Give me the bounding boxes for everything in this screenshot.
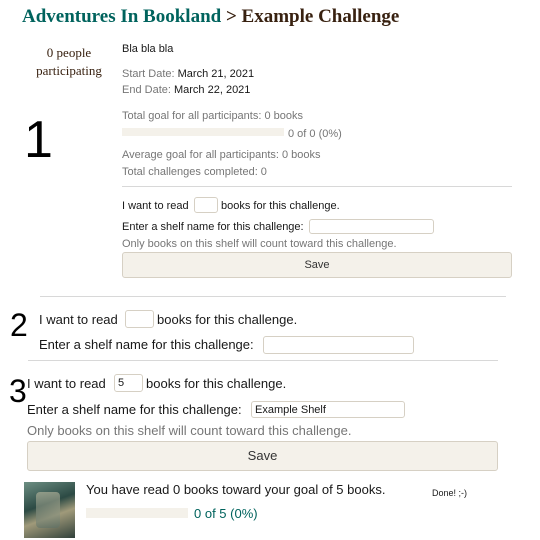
group-progress-bar bbox=[122, 128, 284, 136]
breadcrumb-separator: > bbox=[225, 6, 237, 27]
challenge-title: Example Challenge bbox=[241, 6, 400, 27]
marker-1: 1 bbox=[24, 111, 53, 169]
shelf-note: Only books on this shelf will count toward this challenge. bbox=[122, 238, 397, 250]
user-progress-bar bbox=[86, 508, 188, 518]
start-date-value: March 21, 2021 bbox=[177, 68, 255, 80]
marker-3: 3 bbox=[9, 373, 27, 409]
read-prefix: I want to read bbox=[39, 312, 118, 327]
group-link[interactable]: Adventures In Bookland bbox=[22, 6, 222, 27]
reading-progress-message: You have read 0 books toward your goal of 5 books. bbox=[86, 482, 386, 497]
save-button[interactable]: Save bbox=[27, 441, 498, 471]
read-prefix: I want to read bbox=[27, 376, 106, 391]
start-date-label: Start Date: bbox=[122, 68, 175, 80]
breadcrumb bbox=[22, 6, 399, 28]
group-progress-text: 0 of 0 (0%) bbox=[288, 128, 342, 140]
shelf-name-input[interactable] bbox=[251, 401, 405, 418]
user-progress-text: 0 of 5 (0%) bbox=[194, 506, 258, 521]
challenge-description: Bla bla bla bbox=[122, 43, 174, 55]
shelf-label: Enter a shelf name for this challenge: bbox=[39, 337, 254, 352]
shelf-name-input[interactable] bbox=[309, 219, 434, 234]
shelf-label: Enter a shelf name for this challenge: bbox=[122, 221, 304, 233]
total-goal-text: Total goal for all participants: 0 books bbox=[122, 110, 303, 122]
participants-count: 0 people participating bbox=[36, 45, 102, 78]
average-goal-text: Average goal for all participants: 0 books bbox=[122, 149, 321, 161]
divider bbox=[28, 360, 498, 361]
start-date bbox=[122, 67, 254, 81]
read-prefix: I want to read bbox=[122, 200, 189, 212]
end-date-label: End Date: bbox=[122, 84, 171, 96]
shelf-name-input[interactable] bbox=[263, 336, 414, 354]
book-cover-icon[interactable] bbox=[24, 482, 75, 538]
marker-2: 2 bbox=[10, 307, 28, 343]
shelf-note: Only books on this shelf will count toward this challenge. bbox=[27, 423, 352, 438]
read-suffix: books for this challenge. bbox=[157, 312, 298, 327]
end-date-value: March 22, 2021 bbox=[173, 84, 251, 96]
save-button[interactable]: Save bbox=[122, 252, 512, 278]
divider bbox=[122, 186, 512, 187]
shelf-label: Enter a shelf name for this challenge: bbox=[27, 402, 242, 417]
done-note: Done! ;-) bbox=[432, 488, 468, 498]
end-date bbox=[122, 83, 250, 97]
read-suffix: books for this challenge. bbox=[146, 376, 287, 391]
divider bbox=[40, 296, 506, 297]
books-goal-input[interactable] bbox=[194, 197, 218, 213]
read-suffix: books for this challenge. bbox=[221, 200, 340, 212]
completed-text: Total challenges completed: 0 bbox=[122, 166, 267, 178]
books-goal-input[interactable] bbox=[125, 310, 154, 328]
books-goal-input[interactable] bbox=[114, 374, 143, 392]
